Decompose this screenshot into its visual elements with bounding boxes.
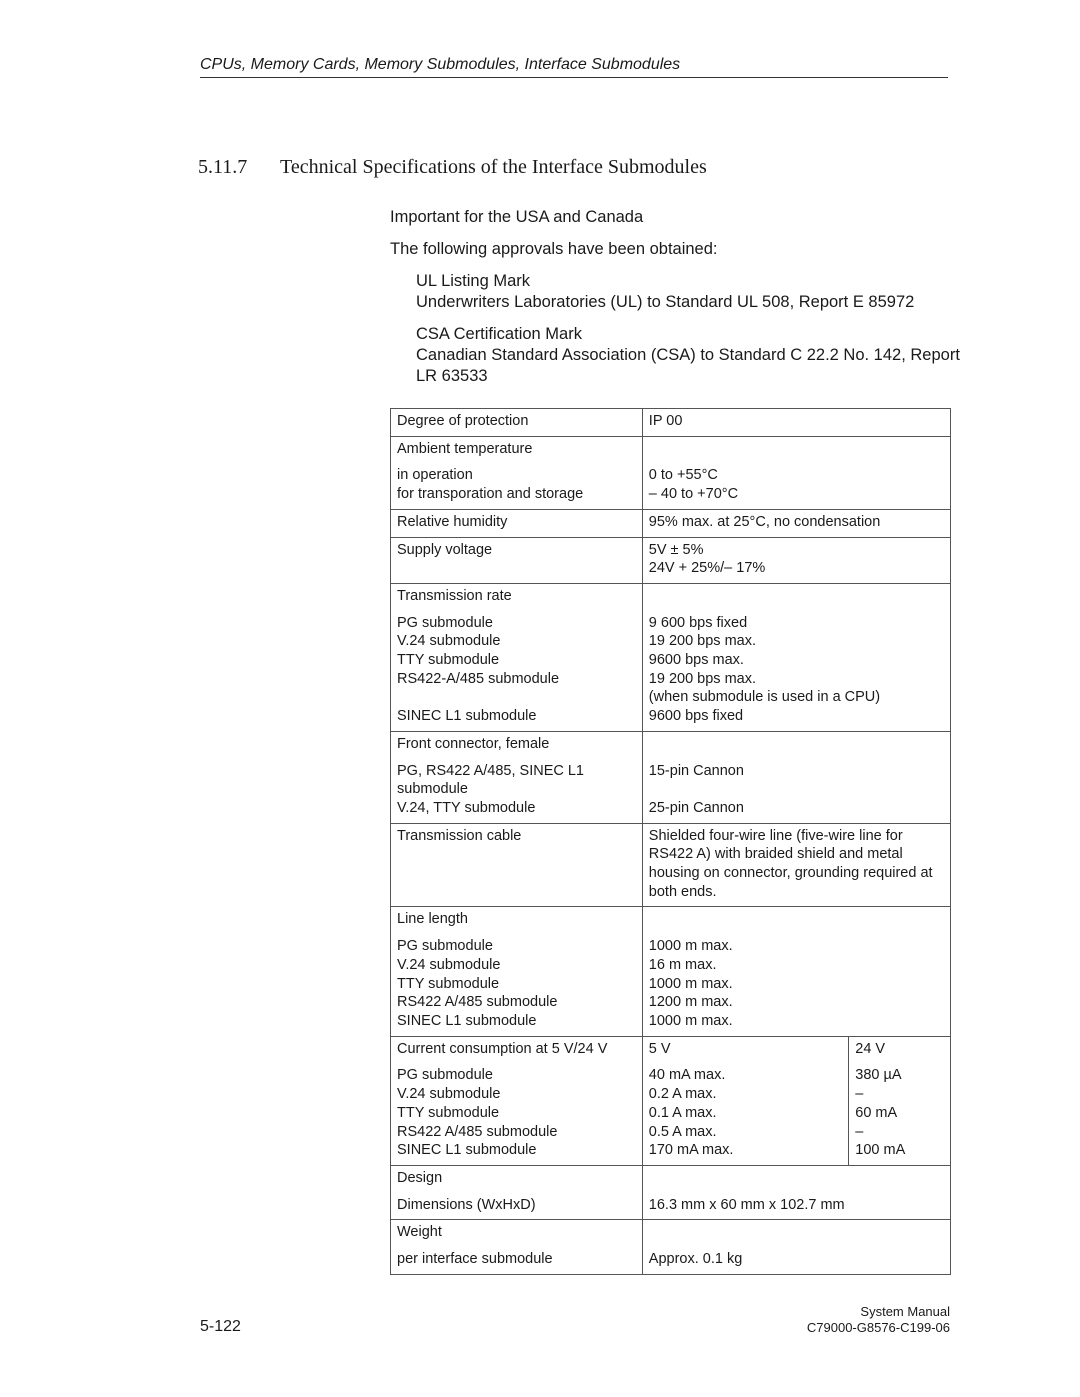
spec-label: Front connector, female <box>397 735 550 752</box>
spec-sublabel: submodule <box>397 781 468 798</box>
spec-value: – 40 to +70°C <box>648 486 739 503</box>
running-header: CPUs, Memory Cards, Memory Submodules, Interface Submodules <box>200 56 948 78</box>
spec-value: 25-pin Cannon <box>648 799 744 816</box>
spec-row-length <box>391 907 951 1036</box>
intro-block <box>390 207 960 387</box>
important-note: Important for the USA and Canada <box>390 208 644 226</box>
spec-label: Relative humidity <box>391 509 643 537</box>
spec-row-weight <box>391 1220 951 1274</box>
spec-value: 19 200 bps max. <box>648 670 757 687</box>
spec-row-design <box>391 1165 951 1219</box>
spec-label: Supply voltage <box>391 537 643 583</box>
approvals-lead: The following approvals have been obtained: <box>390 240 718 258</box>
spec-sublabel: V.24, TTY submodule <box>397 799 536 816</box>
spec-sublabel: per interface submodule <box>397 1251 553 1268</box>
section-number: 5.11.7 <box>198 156 248 178</box>
spec-row-humidity <box>391 509 951 537</box>
spec-value: 1000 m max. <box>648 1012 733 1029</box>
spec-sublabel: PG submodule <box>397 938 493 955</box>
spec-sublabel: PG submodule <box>397 614 493 631</box>
spec-row-protection <box>391 409 951 437</box>
spec-row-supply <box>391 537 951 583</box>
spec-label: Weight <box>397 1224 442 1241</box>
spec-value: 0 to +55°C <box>648 467 718 484</box>
spec-value: 16 m max. <box>648 956 717 973</box>
spec-sublabel: RS422-A/485 submodule <box>397 670 560 687</box>
spec-sublabel: TTY submodule <box>397 652 500 669</box>
column-header-5v: 5 V <box>648 1040 671 1057</box>
spec-sublabel: TTY submodule <box>397 1104 500 1121</box>
spec-value: 60 mA <box>855 1104 898 1121</box>
csa-text: Canadian Standard Association (CSA) to Standard C 22.2 No. 142, Report LR 63533 <box>416 346 960 385</box>
spec-sublabel: PG submodule <box>397 1067 493 1084</box>
spec-value: 9600 bps max. <box>648 652 744 669</box>
spec-value: 380 µA <box>855 1067 902 1084</box>
spec-label: Transmission cable <box>391 823 643 907</box>
ul-mark: UL Listing Mark <box>416 272 531 290</box>
spec-label: Ambient temperature <box>397 440 533 457</box>
spec-value: 100 mA <box>855 1142 906 1159</box>
spec-value: 16.3 mm x 60 mm x 102.7 mm <box>648 1196 845 1213</box>
spec-value: 1200 m max. <box>648 994 733 1011</box>
spec-sublabel: SINEC L1 submodule <box>397 1142 537 1159</box>
spec-label: Current consumption at 5 V/24 V <box>397 1040 608 1057</box>
spec-sublabel <box>397 688 636 707</box>
doc-number: C79000-G8576-C199-06 <box>806 1320 950 1335</box>
spec-value: 15-pin Cannon <box>648 762 744 779</box>
spec-value: IP 00 <box>642 409 950 437</box>
spec-value: 0.5 A max. <box>648 1123 717 1140</box>
spec-sublabel: SINEC L1 submodule <box>397 1012 537 1029</box>
spec-sublabel: in operation <box>397 467 473 484</box>
spec-sublabel: SINEC L1 submodule <box>397 708 537 725</box>
spec-value: 5V ± 5% <box>648 541 704 558</box>
ul-text: Underwriters Laboratories (UL) to Standard UL 508, Report E 85972 <box>416 293 915 311</box>
spec-label: Line length <box>397 911 468 928</box>
spec-value: 24V + 25%/– 17% <box>648 560 766 577</box>
spec-value: both ends. <box>648 883 717 900</box>
spec-sublabel: Dimensions (WxHxD) <box>397 1196 536 1213</box>
spec-sublabel: TTY submodule <box>397 975 500 992</box>
spec-value: Approx. 0.1 kg <box>648 1251 743 1268</box>
spec-row-ambient <box>391 436 951 509</box>
spec-row-cable <box>391 823 951 907</box>
spec-value: 170 mA max. <box>648 1142 734 1159</box>
spec-value: 1000 m max. <box>648 975 733 992</box>
spec-value: 9 600 bps fixed <box>648 614 748 631</box>
column-header-24v: 24 V <box>855 1040 886 1057</box>
spec-row-connector <box>391 731 951 823</box>
spec-sublabel: PG, RS422 A/485, SINEC L1 <box>397 762 584 779</box>
spec-value: 19 200 bps max. <box>648 633 757 650</box>
spec-value: (when submodule is used in a CPU) <box>648 689 881 706</box>
spec-sublabel: V.24 submodule <box>397 633 501 650</box>
footer-doc-info <box>807 1304 950 1336</box>
spec-sublabel: RS422 A/485 submodule <box>397 1123 558 1140</box>
spec-value: – <box>855 1123 864 1140</box>
spec-value: 40 mA max. <box>648 1067 726 1084</box>
specs-table <box>390 408 951 1275</box>
spec-row-rate <box>391 583 951 731</box>
spec-sublabel: RS422 A/485 submodule <box>397 994 558 1011</box>
section-title: Technical Specifications of the Interface Submodules <box>280 156 707 178</box>
manual-title: System Manual <box>860 1304 950 1319</box>
section-heading <box>198 156 707 179</box>
spec-value: – <box>855 1086 864 1103</box>
spec-sublabel: V.24 submodule <box>397 1086 501 1103</box>
spec-label: Degree of protection <box>391 409 643 437</box>
spec-value: 1000 m max. <box>648 938 733 955</box>
spec-value: 9600 bps fixed <box>648 708 744 725</box>
spec-value: 95% max. at 25°C, no condensation <box>642 509 950 537</box>
spec-label: Design <box>397 1169 443 1186</box>
spec-sublabel: V.24 submodule <box>397 956 501 973</box>
spec-value: 0.1 A max. <box>648 1104 717 1121</box>
spec-label: Transmission rate <box>397 587 512 604</box>
spec-value: 0.2 A max. <box>648 1086 717 1103</box>
spec-value: Shielded four-wire line (five-wire line for <box>648 827 903 844</box>
page-number: 5-122 <box>200 1318 241 1335</box>
csa-mark: CSA Certification Mark <box>416 325 582 343</box>
spec-value: housing on connector, grounding required at <box>648 865 933 882</box>
spec-value: RS422 A) with braided shield and metal <box>648 846 903 863</box>
spec-row-current <box>391 1036 951 1165</box>
spec-sublabel: for transporation and storage <box>397 486 584 503</box>
